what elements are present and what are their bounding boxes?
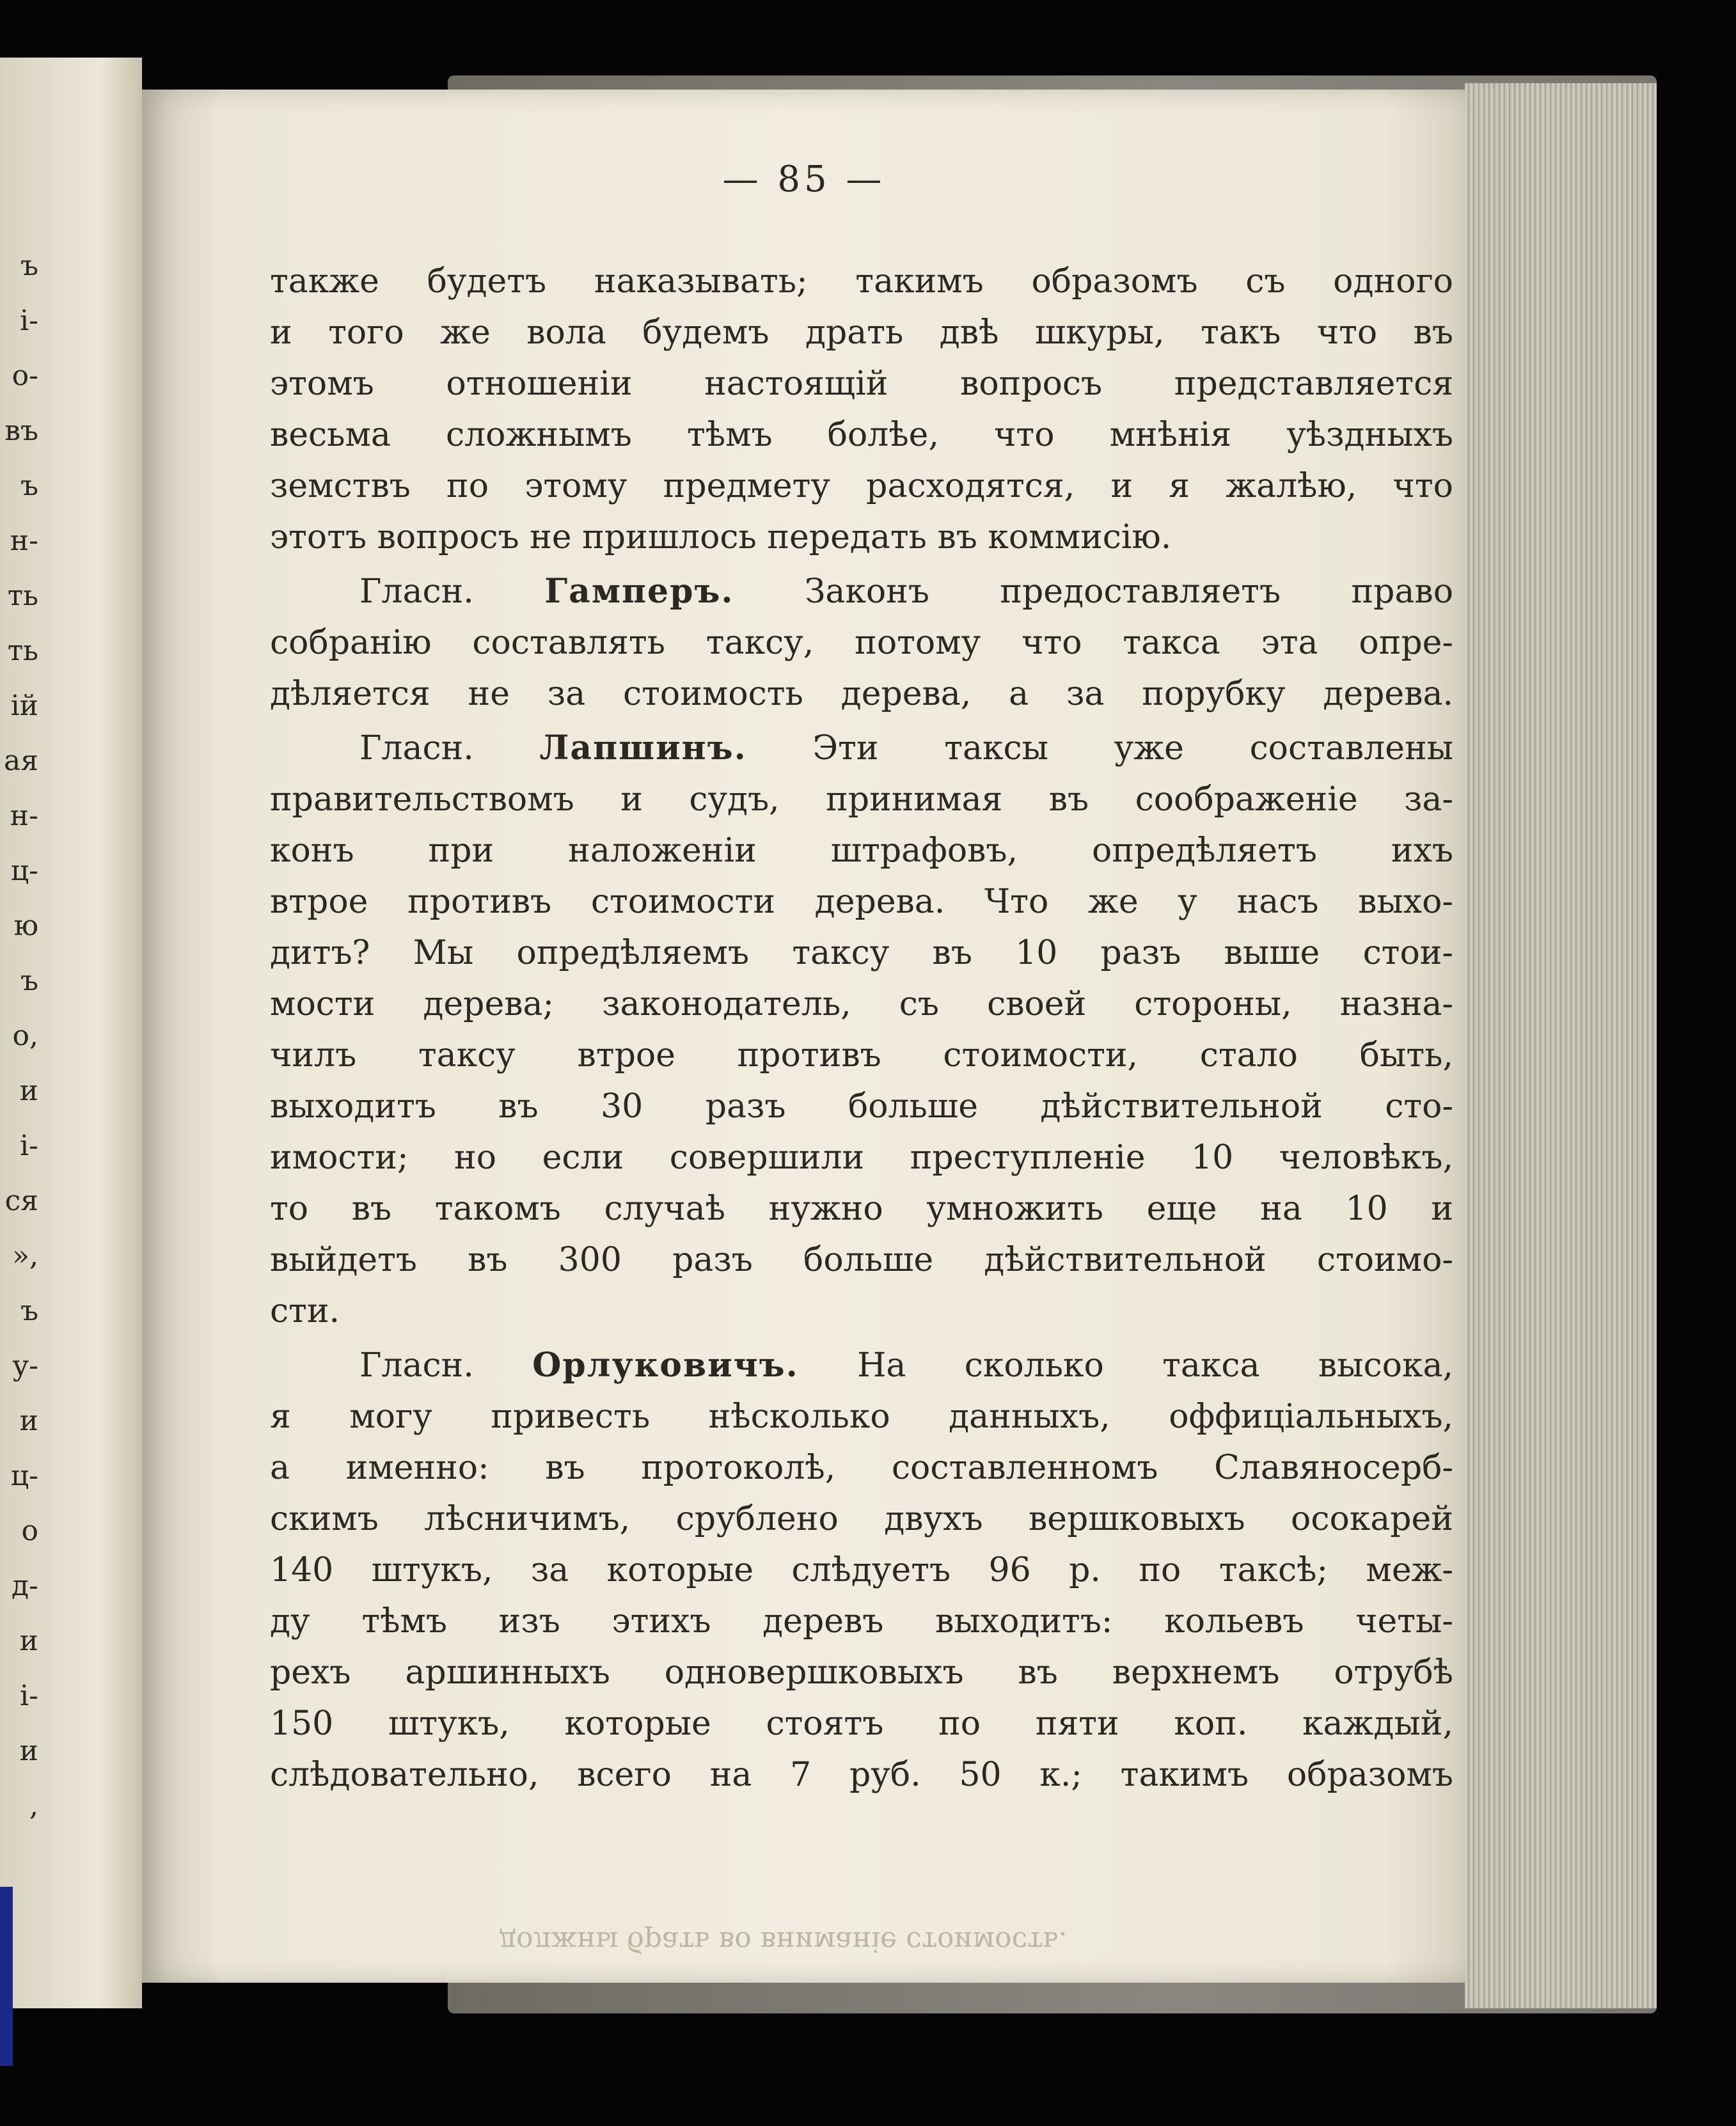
left-page-fragment: н- [10, 799, 38, 832]
prefix: Гласн. [359, 572, 474, 611]
left-page-fragment: и [19, 1075, 38, 1107]
prefix: Гласн. [359, 1346, 474, 1385]
left-page-fragment: ю [13, 909, 38, 942]
text-line: слѣдовательно, всего на 7 руб. 50 к.; такимъ образомъ [270, 1756, 1453, 1794]
left-page-fragment: і- [20, 304, 38, 337]
text-line: этомъ отношеніи настоящій вопросъ представляется [270, 365, 1453, 403]
speech-orlukovich-first [359, 1340, 1453, 1391]
text-line: 140 штукъ, за которые слѣдуетъ 96 р. по таксѣ; меж- [270, 1551, 1453, 1589]
left-page-fragment: ъ [20, 249, 38, 282]
prefix: Гласн. [359, 729, 474, 768]
left-page-fragment: і- [20, 1680, 38, 1712]
text-line: выйдетъ въ 300 разъ больше дѣйствительной стоимо- [270, 1241, 1453, 1279]
left-page-fragment: о- [12, 359, 38, 392]
text-line: и того же вола будемъ драть двѣ шкуры, такъ что въ [270, 313, 1453, 352]
left-page-fragment: о, [12, 1020, 38, 1052]
text-line: правительствомъ и судъ, принимая въ соображеніе за- [270, 780, 1453, 819]
speaker-name: Гамперъ. [544, 572, 734, 611]
left-page-fragment: и [19, 1405, 38, 1437]
blue-cloth-strip [0, 1887, 13, 2066]
speaker-name: Орлуковичъ. [532, 1346, 799, 1385]
left-page-fragment: , [29, 1790, 38, 1822]
left-page-fragment: і- [20, 1130, 38, 1162]
text-line: сти. [270, 1292, 340, 1330]
text-line: 150 штукъ, которые стоятъ по пяти коп. каждый, [270, 1705, 1453, 1743]
page-edges [1465, 83, 1657, 2008]
text-line: собранію составлять таксу, потому что такса эта опре- [270, 624, 1453, 662]
text-line: то въ такомъ случаѣ нужно умножить еще на 10 и [270, 1190, 1453, 1228]
text-line: скимъ лѣсничимъ, срублено двухъ вершковыхъ осокарей [270, 1500, 1453, 1538]
bleed-through-text: должны брать во вниманіе стоимость. [499, 1925, 1068, 1958]
text-line: дитъ? Мы опредѣляемъ таксу въ 10 разъ выше стои- [270, 934, 1453, 972]
text-line: ду тѣмъ изъ этихъ деревъ выходитъ: кольевъ четы- [270, 1602, 1453, 1641]
left-page-fragment: ц- [10, 854, 38, 887]
left-page-fragment: », [12, 1240, 38, 1272]
left-page-fragment: ть [7, 634, 38, 667]
text-line: я могу привесть нѣсколько данныхъ, оффиціальныхъ, [270, 1398, 1453, 1436]
left-page [0, 58, 142, 2008]
text-line: рехъ аршинныхъ одновершковыхъ въ верхнемъ отрубѣ [270, 1653, 1453, 1692]
speech-text: Законъ предоставляетъ право [804, 572, 1453, 611]
text-line: весьма сложнымъ тѣмъ болѣе, что мнѣнія уѣздныхъ [270, 416, 1453, 454]
text-line: втрое противъ стоимости дерева. Что же у насъ выхо- [270, 883, 1453, 921]
text-line: а именно: въ протоколѣ, составленномъ Славяносерб- [270, 1449, 1453, 1487]
left-page-fragment: о [21, 1515, 38, 1547]
text-line: земствъ по этому предмету расходятся, и я жалѣю, что [270, 467, 1453, 505]
speech-lapshin-first [359, 723, 1453, 774]
left-page-fragment: ть [7, 579, 38, 612]
left-page-fragment: ъ [20, 1295, 38, 1327]
left-page-fragment: въ [4, 414, 38, 447]
left-page-fragment: и [19, 1625, 38, 1657]
left-page-fragment: ъ [20, 469, 38, 502]
text-line: конъ при наложеніи штрафовъ, опредѣляетъ ихъ [270, 831, 1453, 870]
text-line: выходитъ въ 30 разъ больше дѣйствительной сто- [270, 1087, 1453, 1126]
left-page-fragment: ц- [10, 1460, 38, 1492]
text-line: этотъ вопросъ не пришлось передать въ коммисію. [270, 518, 1172, 556]
left-page-fragment: ій [10, 689, 38, 722]
page-number: — 85 — [722, 159, 886, 200]
text-line: мости дерева; законодатель, съ своей стороны, назна- [270, 985, 1453, 1023]
speech-gamper-first [359, 566, 1453, 617]
left-page-fragment: ся [4, 1185, 38, 1217]
right-page [142, 90, 1466, 1983]
text-line: имости; но если совершили преступленіе 10 человѣкъ, [270, 1138, 1453, 1177]
speech-text: Эти таксы уже составлены [812, 729, 1453, 768]
text-line: дѣляется не за стоимость дерева, а за порубку дерева. [270, 675, 1453, 713]
left-page-fragment: д- [12, 1570, 38, 1602]
speech-text: На сколько такса высока, [857, 1346, 1453, 1385]
left-page-fragment: н- [10, 524, 38, 557]
text-line: чилъ таксу втрое противъ стоимости, стало быть, [270, 1036, 1453, 1075]
speaker-name: Лапшинъ. [539, 728, 747, 768]
text-line: также будетъ наказывать; такимъ образомъ съ одного [270, 262, 1453, 301]
left-page-fragment: ая [4, 744, 38, 777]
left-page-fragment: ъ [20, 965, 38, 997]
left-page-fragment: у- [12, 1350, 38, 1382]
left-page-fragment: и [19, 1735, 38, 1767]
